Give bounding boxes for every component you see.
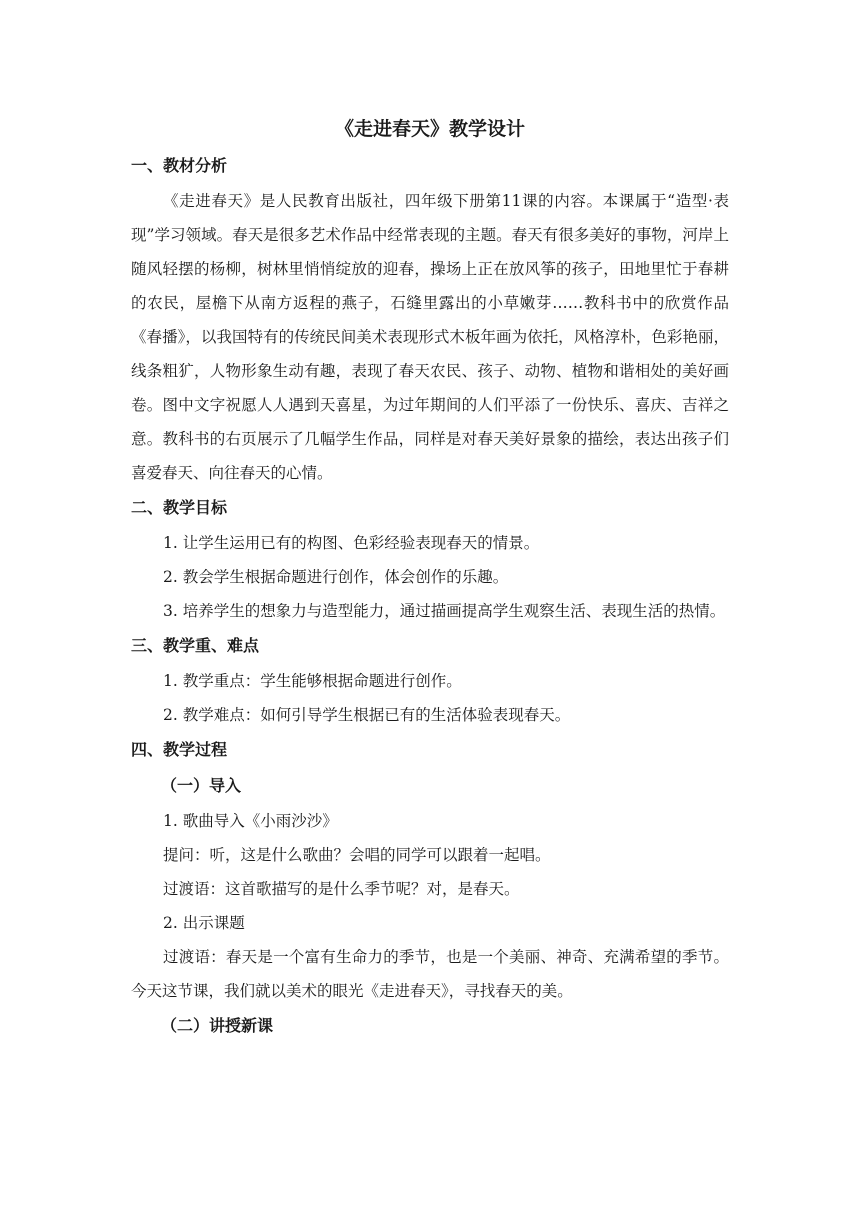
section-heading-material-analysis: 一、教材分析 [131, 156, 228, 175]
document-title: 《走进春天》教学设计 [334, 118, 525, 140]
goal-item-2: 2. 教会学生根据命题进行创作，体会创作的乐趣。 [163, 568, 509, 586]
process-line-2: 提问：听，这是什么歌曲？会唱的同学可以跟着一起唱。 [163, 846, 551, 864]
section-heading-teaching-process: 四、教学过程 [131, 740, 228, 759]
key-point-item-1: 1. 教学重点：学生能够根据命题进行创作。 [163, 672, 462, 690]
subsection-heading-new-lesson: （二）讲授新课 [161, 1016, 274, 1035]
goal-item-3: 3. 培养学生的想象力与造型能力，通过描画提高学生观察生活、表现生活的热情。 [163, 602, 726, 620]
key-point-item-2: 2. 教学难点：如何引导学生根据已有的生活体验表现春天。 [163, 706, 571, 724]
process-line-4: 2. 出示课题 [163, 914, 245, 932]
goal-item-1: 1. 让学生运用已有的构图、色彩经验表现春天的情景。 [163, 534, 540, 552]
process-line-1: 1. 歌曲导入《小雨沙沙》 [163, 812, 338, 830]
process-line-3: 过渡语：这首歌描写的是什么季节呢？对，是春天。 [163, 880, 520, 898]
subsection-heading-introduction: （一）导入 [161, 776, 242, 795]
section-heading-key-points: 三、教学重、难点 [131, 636, 260, 655]
section-heading-teaching-goals: 二、教学目标 [131, 498, 228, 517]
process-line-5: 过渡语：春天是一个富有生命力的季节，也是一个美丽、神奇、充满希望的季节。今天这节课，我们就以美术的眼光《走进春天》，寻找春天的美。 [131, 948, 729, 1000]
material-analysis-paragraph: 《走进春天》是人民教育出版社，四年级下册第11课的内容。本课属于“造型·表现”学习领域。春天是很多艺术作品中经常表现的主题。春天有很多美好的事物，河岸上随风轻摆的杨柳，树林里悄悄绽放的迎春，操场上正在放风筝的孩子，田地里忙于春耕的农民，屋檐下从南方返程的燕子，石缝里露出的小草嫩芽……教科书中的欣赏作品《春播》，以我国特有的传统民间美术表现形式木板年画为依托，风格淳朴，色彩艳丽，线条粗犷，人物形象生动有趣，表现了春天农民、孩子、动物、植物和谐相处的美好画卷。图中文字祝愿人人遇到天喜星，为过年期间的人们平添了一份快乐、喜庆、吉祥之意。教科书的右页展示了几幅学生作品，同样是对春天美好景象的描绘，表达出孩子们喜爱春天、向往春天的心情。 [131, 192, 729, 482]
